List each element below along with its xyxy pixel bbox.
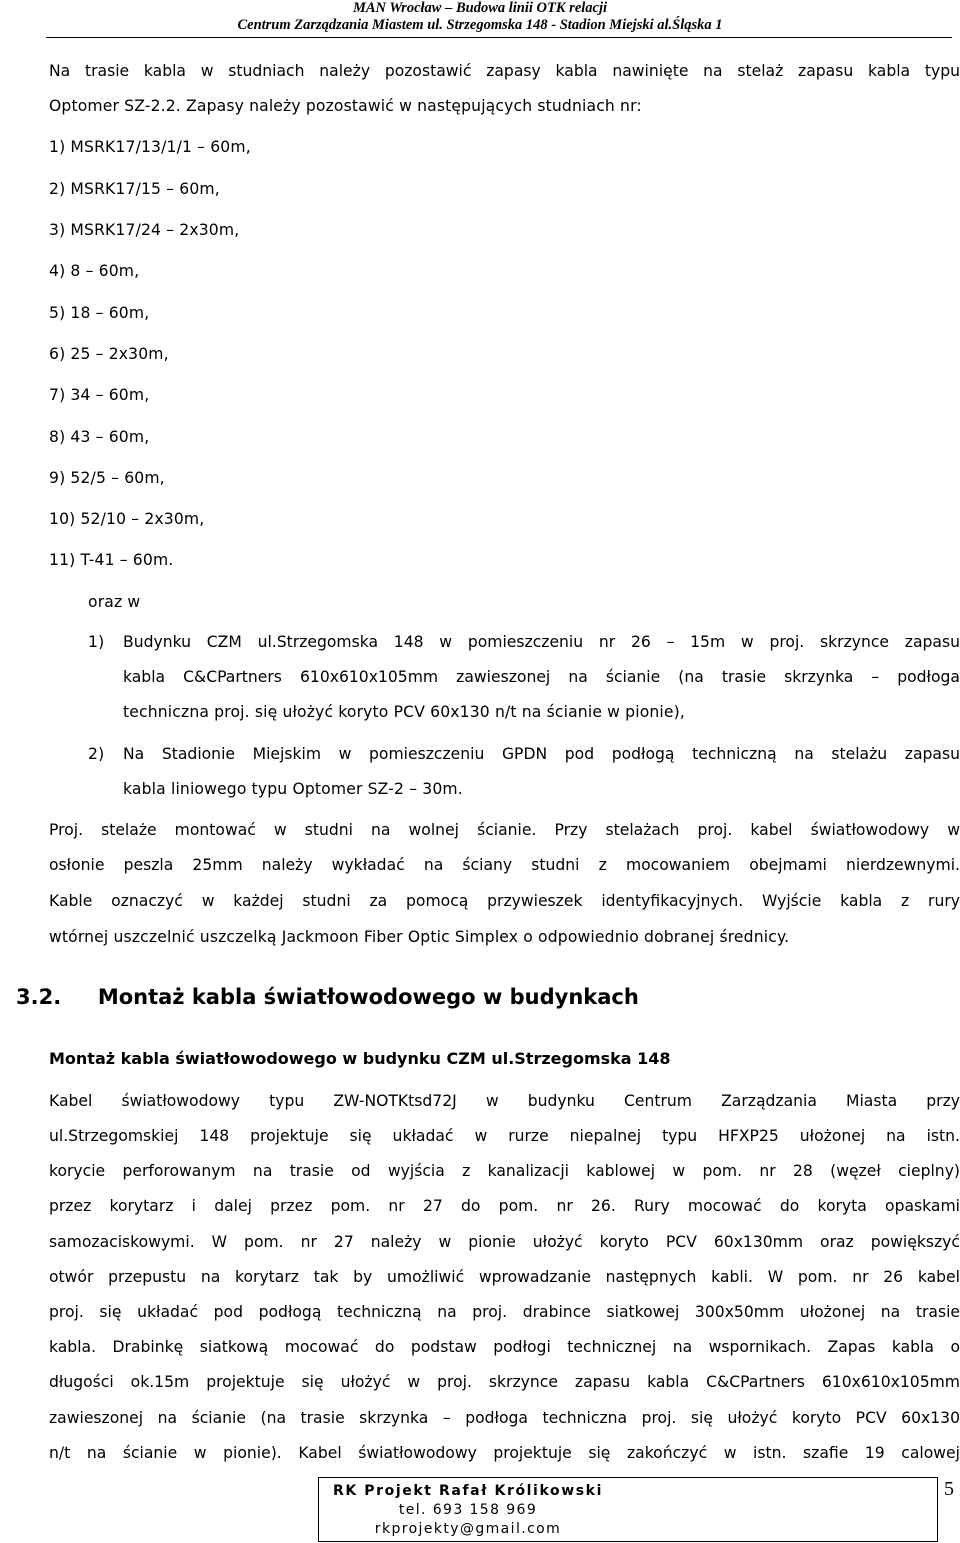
list-item: 9) 52/5 – 60m, [49, 469, 165, 487]
page-number: 5 [944, 1478, 954, 1500]
paragraph-line: przez korytarz i dalej przez pom. nr 27 do pom. nr 26. Rury mocować do koryta opaskami [49, 1197, 960, 1215]
paragraph-line: proj. się układać pod podłogą techniczną na proj. drabince siatkowej 300x50mm ułożonej na trasie [49, 1303, 960, 1321]
location-1-line-2: kabla C&CPartners 610x610x105mm zawieszonej na ścianie (na trasie skrzynka – podłoga [123, 668, 960, 686]
intro-line-1: Na trasie kabla w studniach należy pozostawić zapasy kabla nawinięte na stelaż zapasu kabla typu [49, 62, 960, 80]
paragraph-line: długości ok.15m projektuje się ułożyć w proj. skrzynce zapasu kabla C&CPartners 610x610x105mm [49, 1373, 960, 1391]
paragraph-line: Kable oznaczyć w każdej studni za pomocą przywieszek identyfikacyjnych. Wyjście kabla z rury [49, 892, 960, 910]
page-header [0, 0, 960, 34]
oraz-label: oraz w [88, 593, 141, 611]
section-number: 3.2. [16, 985, 62, 1009]
paragraph-line: n/t na ścianie w pionie). Kabel światłowodowy projektuje się zakończyć w istn. szafie 19 calowej [49, 1444, 960, 1462]
list-item: 2) MSRK17/15 – 60m, [49, 180, 220, 198]
paragraph-line: zawieszonej na ścianie (na trasie skrzynka – podłoga techniczna proj. się ułożyć koryto PCV 60x130 [49, 1409, 960, 1427]
section-title: Montaż kabla światłowodowego w budynkach [97, 985, 639, 1009]
intro-line-2: Optomer SZ-2.2. Zapasy należy pozostawić w następujących studniach nr: [49, 97, 642, 115]
list-item: 7) 34 – 60m, [49, 386, 150, 404]
paragraph-line: Kabel światłowodowy typu ZW-NOTKtsd72J w budynku Centrum Zarządzania Miasta przy [49, 1092, 960, 1110]
list-item: 6) 25 – 2x30m, [49, 345, 169, 363]
header-line-2: Centrum Zarządzania Miastem ul. Strzegomska 148 - Stadion Miejski al.Śląska 1 [237, 17, 723, 33]
list-item: 3) MSRK17/24 – 2x30m, [49, 221, 240, 239]
footer-author: RK Projekt Rafał Królikowski [333, 1483, 603, 1499]
paragraph-line: osłonie peszla 25mm należy wykładać na ściany studni z mocowaniem obejmami nierdzewnymi. [49, 856, 960, 874]
paragraph-line: ul.Strzegomskiej 148 projektuje się układać w rurze niepalnej typu HFXP25 ułożonej na istn. [49, 1127, 960, 1145]
paragraph-line: otwór przepustu na korytarz tak by umożliwić wprowadzanie następnych kabli. W pom. nr 26 kabel [49, 1268, 960, 1286]
header-rule [46, 37, 952, 38]
location-number: 1) [88, 633, 105, 651]
list-item: 10) 52/10 – 2x30m, [49, 510, 205, 528]
paragraph-line: samozaciskowymi. W pom. nr 27 należy w pionie ułożyć koryto PCV 60x130mm oraz powiększyć [49, 1233, 960, 1251]
paragraph-line: kabla. Drabinkę siatkową mocować do podstaw podłogi technicznej na wspornikach. Zapas kabla o [49, 1338, 960, 1356]
list-item: 4) 8 – 60m, [49, 262, 140, 280]
footer-phone: tel. 693 158 969 [398, 1502, 538, 1518]
list-item: 8) 43 – 60m, [49, 428, 150, 446]
location-2-line-1: Na Stadionie Miejskim w pomieszczeniu GPDN pod podłogą techniczną na stelażu zapasu [123, 745, 960, 763]
list-item: 11) T-41 – 60m. [49, 551, 174, 569]
subsection-heading: Montaż kabla światłowodowego w budynku CZM ul.Strzegomska 148 [49, 1049, 671, 1068]
list-item: 5) 18 – 60m, [49, 304, 150, 322]
paragraph-line: wtórnej uszczelnić uszczelką Jackmoon Fiber Optic Simplex o odpowiednio dobranej średnicy. [49, 928, 790, 946]
location-1-line-1: Budynku CZM ul.Strzegomska 148 w pomieszczeniu nr 26 – 15m w proj. skrzynce zapasu [123, 633, 960, 651]
location-1-line-3: techniczna proj. się ułożyć koryto PCV 60x130 n/t na ścianie w pionie), [123, 703, 686, 721]
location-2-line-2: kabla liniowego typu Optomer SZ-2 – 30m. [123, 780, 463, 798]
header-line-1: MAN Wrocław – Budowa linii OTK relacji [352, 0, 608, 16]
location-number: 2) [88, 745, 105, 763]
section-heading [16, 985, 639, 1009]
paragraph-line: Proj. stelaże montować w studni na wolnej ścianie. Przy stelażach proj. kabel światłowodowy w [49, 821, 960, 839]
paragraph-line: korycie perforowanym na trasie od wyjścia z kanalizacji kablowej w pom. nr 28 (węzeł cieplny) [49, 1162, 960, 1180]
list-item: 1) MSRK17/13/1/1 – 60m, [49, 138, 251, 156]
footer-email: rkprojekty@gmail.com [374, 1521, 562, 1537]
